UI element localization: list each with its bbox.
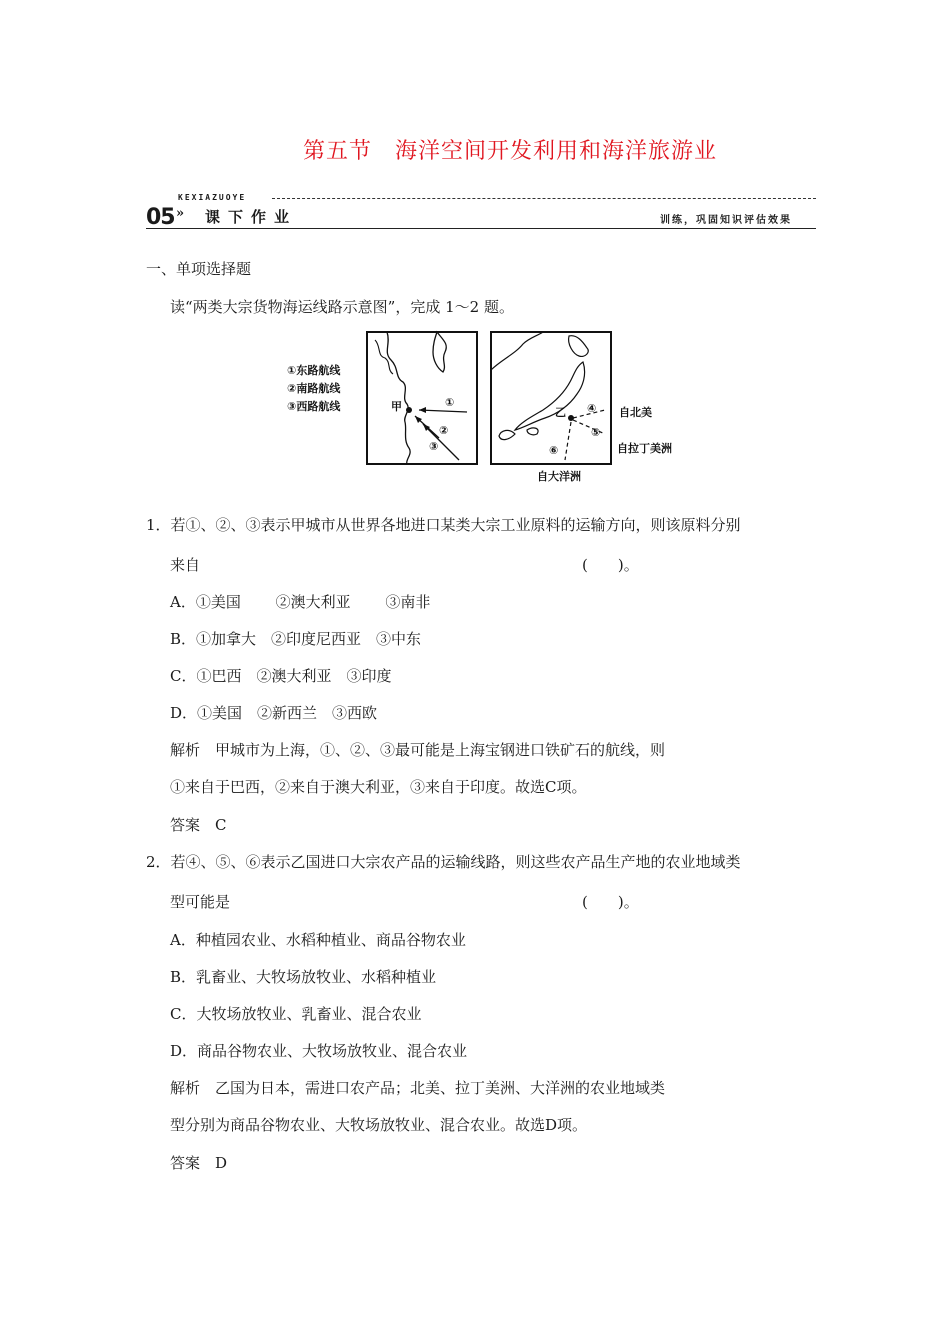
question-1-option-b: B．①加拿大 ②印度尼西亚 ③中东 [170,630,422,648]
question-2-analysis-line2: 型分别为商品谷物农业、大牧场放牧业、混合农业。故选D项。 [170,1116,588,1134]
legend-south-route: ②南路航线 [287,382,341,395]
route-mark-1: ① [445,396,455,409]
question-1-stem-line1: 1．若①、②、③表示甲城市从世界各地进口某类大宗工业原料的运输方向，则该原料分别 [146,516,741,534]
map-left-panel [287,332,477,464]
city-jia-marker [406,407,412,413]
question-1-answer-blank: ( )。 [582,556,639,574]
route-mark-5: ⑤ [591,426,601,439]
question-2-stem-line1: 2．若④、⑤、⑥表示乙国进口大宗农产品的运输线路，则这些农产品生产地的农业地域类 [146,853,741,871]
legend-west-route: ③西路航线 [287,400,341,413]
question-2-answer: 答案 D [170,1154,228,1172]
banner-number: 05 [146,205,175,230]
question-1-analysis-line2: ①来自于巴西，②来自于澳大利亚，③来自于印度。故选C项。 [170,778,587,796]
banner-subtitle: KEXIAZUOYE [178,193,247,202]
question-1-option-a: A．①美国 ②澳大利亚 ③南非 [170,593,431,611]
page-title: 第五节 海洋空间开发利用和海洋旅游业 [302,139,717,164]
question-2-answer-blank: ( )。 [582,893,639,911]
banner-arrow-icon: » [176,206,185,221]
label-from-latin-america: 自拉丁美洲 [617,442,672,455]
banner-rule [146,228,816,229]
question-1-analysis-line1: 解析 甲城市为上海，①、②、③最可能是上海宝钢进口铁矿石的航线，则 [170,741,666,759]
shipping-route-map [287,330,687,490]
map-right-panel [491,332,672,483]
legend-east-route: ①东路航线 [287,364,341,377]
route-mark-6: ⑥ [549,444,559,457]
question-2-option-a: A．种植园农业、水稻种植业、商品谷物农业 [170,931,466,949]
city-jia-label: 甲 [391,400,402,413]
label-from-oceania: 自大洋洲 [537,470,581,483]
map-intro: 读“两类大宗货物海运线路示意图”，完成 1～2 题。 [170,298,514,316]
question-1-option-d: D．①美国 ②新西兰 ③西欧 [170,704,378,722]
section-heading: 一、单项选择题 [146,260,252,278]
question-1-stem-line2: 来自 [170,556,201,574]
city-yi-label: 乙 [555,406,566,419]
route-mark-2: ② [439,424,449,437]
question-2-analysis-line1: 解析 乙国为日本，需进口农产品；北美、拉丁美洲、大洋洲的农业地域类 [170,1079,666,1097]
map-left-frame [367,332,477,464]
question-2-option-b: B．乳畜业、大牧场放牧业、水稻种植业 [170,968,437,986]
question-2-option-c: C．大牧场放牧业、乳畜业、混合农业 [170,1005,422,1023]
question-1-answer: 答案 C [170,816,227,834]
question-2-stem-line2: 型可能是 [170,893,231,911]
question-1-option-c: C．①巴西 ②澳大利亚 ③印度 [170,667,392,685]
question-2-option-d: D．商品谷物农业、大牧场放牧业、混合农业 [170,1042,468,1060]
banner-slogan: 训练，巩固知识评估效果 [660,215,792,226]
banner-heading: 课下作业 [205,208,298,226]
label-from-north-america: 自北美 [619,406,652,419]
route-mark-3: ③ [429,440,439,453]
route-mark-4: ④ [587,402,597,415]
banner-dashed-divider [272,198,816,199]
